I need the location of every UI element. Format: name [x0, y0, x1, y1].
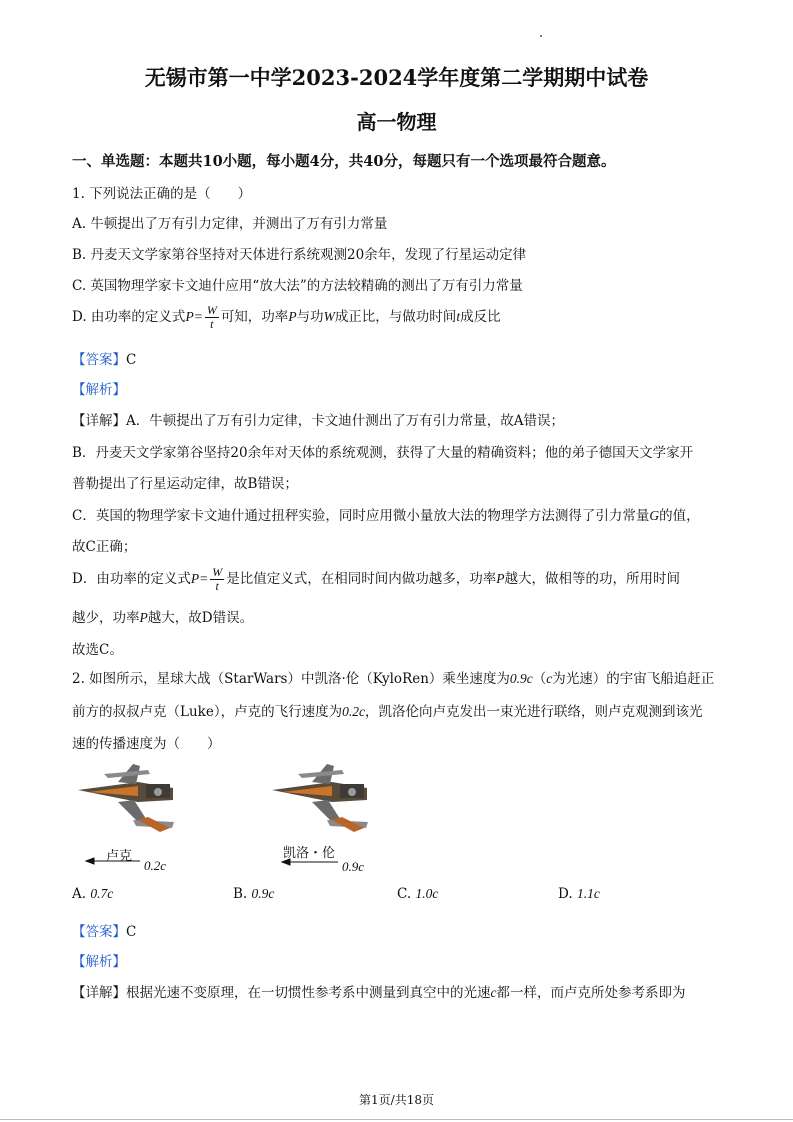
q1-option-d-text2: 与功: [296, 309, 324, 325]
power-symbol-2: P: [288, 309, 297, 324]
fraction-denominator-2: t: [215, 579, 219, 593]
fig-luke-speed-value: 0.2c: [144, 858, 167, 873]
detail-d2-end: 越大，故D错误。: [147, 610, 254, 626]
q2-stem-line2: [72, 700, 702, 720]
equals-sign: =: [193, 309, 203, 324]
q2-option-d: [558, 886, 600, 902]
power-symbol: P: [185, 309, 194, 324]
page-subtitle: 高一物理: [356, 110, 437, 134]
q1-answer: [72, 348, 136, 368]
detail-d2-text: 越少，功率: [72, 610, 140, 626]
q1-option-a: A. 牛顿提出了万有引力定律，并测出了万有引力常量: [72, 216, 388, 232]
time-symbol: t: [456, 309, 461, 324]
q1-detail-a: [72, 409, 564, 429]
q1-detail-b2: 普勒提出了行星运动定律，故B错误；: [72, 476, 298, 492]
option-a-value: 0.7c: [90, 886, 114, 901]
top-dot: [540, 35, 542, 37]
kylo-spaceship: [272, 764, 368, 832]
answer-value: C: [126, 352, 137, 368]
q2-option-c: [397, 886, 438, 902]
fraction-numerator: W: [206, 303, 217, 317]
detail-tag: 【详解】: [72, 413, 126, 429]
q2-analysis-tag: 【解析】: [72, 954, 126, 970]
q1-option-d-text3: 成正比，与做功时间: [334, 309, 457, 325]
q1-detail-b1: B．丹麦天文学家第谷坚持20余年对天体的系统观测，获得了大量的精确资料；他的弟子德国天文学家开: [72, 445, 694, 461]
fraction-numerator-2: W: [212, 565, 223, 579]
page-footer: 第1页/共18页: [359, 1093, 434, 1107]
q1-option-c: C. 英国物理学家卡文迪什应用“放大法”的方法较精确的测出了万有引力常量: [72, 278, 523, 294]
detail-c-text: C．英国的物理学家卡文迪什通过扭秤实验，同时应用微小量放大法的物理学方法测得了引力常量: [72, 508, 650, 524]
answer-tag: 【答案】: [72, 352, 126, 368]
power-symbol-4: P: [496, 571, 505, 586]
q1-option-d-text1: 可知，功率: [220, 309, 289, 325]
q1-option-d-prefix: D. 由功率的定义式: [72, 309, 186, 325]
fig-label-kylo-speed: [342, 859, 364, 875]
q1-detail-d2: [72, 606, 253, 626]
q2-stem-paren: （: [532, 671, 547, 687]
q2-stem-text2: 为光速）的宇宙飞船追赶正: [552, 671, 715, 687]
page-title: 无锡市第一中学2023-2024学年度第二学期期中试卷: [144, 65, 649, 90]
power-symbol-5: P: [139, 610, 148, 625]
kylo-speed: 0.9c: [509, 671, 533, 686]
power-fraction: [205, 304, 219, 331]
luke-speed: 0.2c: [342, 704, 365, 719]
option-c-value: 1.0c: [415, 886, 439, 901]
q2-detail: [72, 981, 686, 1001]
q1-analysis-tag: 【解析】: [72, 382, 126, 398]
gravity-constant-symbol: G: [649, 508, 660, 523]
power-symbol-3: P: [190, 571, 200, 586]
option-d-value: 1.1c: [576, 886, 600, 901]
option-d-label: D.: [558, 886, 573, 902]
q2-detail-end: 都一样，而卢克所处参考系即为: [496, 985, 686, 1001]
detail-c-end: 的值，: [659, 508, 700, 524]
option-b-label: B.: [233, 886, 248, 902]
q2-answer: [72, 920, 136, 940]
fig-label-luke-speed: [144, 858, 166, 874]
fig-kylo-speed-value: 0.9c: [342, 859, 365, 874]
q1-conclusion: 故选C。: [72, 642, 123, 658]
q1-option-d-end: 成反比: [460, 309, 501, 325]
q1-stem: 1. 下列说法正确的是（ ）: [72, 186, 252, 202]
q1-detail-c1: [72, 504, 700, 524]
detail-d-tail: 越大，做相等的功，所用时间: [504, 571, 680, 587]
detail-a-text: A．牛顿提出了万有引力定律，卡文迪什测出了万有引力常量，故A错误；: [126, 413, 564, 429]
q2-option-b: [233, 886, 274, 902]
fig-label-kylo: 凯洛・伦: [283, 846, 336, 861]
section-heading: 一、单选题：本题共10小题，每小题4分，共40分，每题只有一个选项最符合题意。: [72, 153, 616, 170]
luke-spaceship: [78, 764, 174, 832]
q1-detail-d1: [72, 566, 680, 593]
q2-stem-text3: 前方的叔叔卢克（Luke），卢克的飞行速度为: [72, 704, 343, 720]
q2-detail-text: 根据光速不变原理，在一切惯性参考系中测量到真空中的光速: [126, 985, 491, 1001]
fraction-denominator: t: [210, 317, 214, 331]
equals-sign-2: =: [199, 571, 209, 586]
q2-stem-line1: [72, 667, 714, 687]
detail-d-mid: 是比值定义式，在相同时间内做功越多，功率: [226, 571, 497, 587]
q2-answer-value: C: [126, 924, 137, 940]
q2-stem-line3: 速的传播速度为（ ）: [72, 736, 221, 752]
detail-d-text: D．由功率的定义式: [72, 571, 191, 587]
fig-label-luke: 卢克: [106, 849, 133, 864]
q2-stem-text1: 2. 如图所示，星球大战（StarWars）中凯洛·伦（KyloRen）乘坐速度为: [72, 671, 510, 687]
q1-option-b: B. 丹麦天文学家第谷坚持对天体进行系统观测20余年，发现了行星运动定律: [72, 247, 527, 263]
bottom-rule: [0, 1119, 793, 1120]
option-c-label: C.: [397, 886, 412, 902]
q2-option-a: [72, 886, 113, 902]
q2-answer-tag: 【答案】: [72, 924, 126, 940]
q2-stem-text4: ，凯洛伦向卢克发出一束光进行联络，则卢克观测到该光: [364, 704, 703, 720]
work-symbol: W: [323, 309, 335, 324]
light-speed-symbol: c: [546, 671, 553, 686]
q1-option-d: [72, 304, 501, 331]
option-a-label: A.: [72, 886, 87, 902]
q2-detail-tag: 【详解】: [72, 985, 126, 1001]
option-b-value: 0.9c: [251, 886, 275, 901]
q2-light-speed-symbol: c: [490, 985, 497, 1000]
q1-detail-c2: 故C正确；: [72, 539, 137, 555]
power-fraction-2: [210, 566, 224, 593]
